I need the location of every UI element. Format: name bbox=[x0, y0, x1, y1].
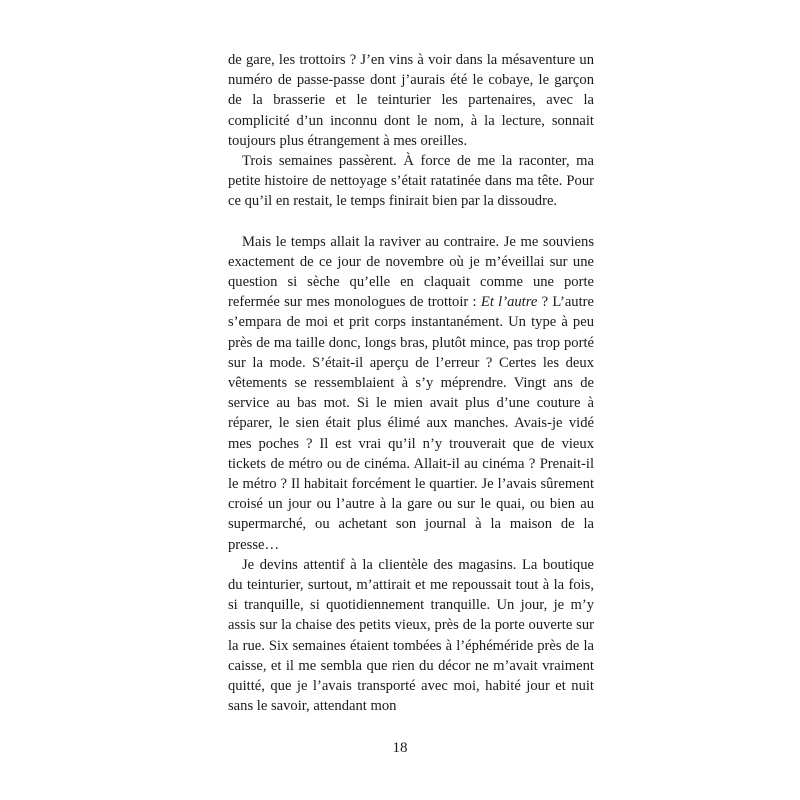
paragraph-continued: de gare, les trottoirs ? J’en vins à voir dans la mésaventure un numéro de passe-passe dont j’aurais été le cobaye, le garçon de la brasserie et le teinturier les partenaires, avec la complicité d’un inconnu dont le nom, à la lecture, sonnait toujours plus étrangement à mes oreilles. bbox=[228, 52, 594, 149]
book-page-body bbox=[228, 50, 594, 717]
paragraph-trois-semaines: Trois semaines passèrent. À force de me la raconter, ma petite histoire de nettoyage s’était ratatinée dans ma tête. Pour ce qu’il en restait, le temps finirait bien par la dissoudre. bbox=[228, 153, 594, 210]
paragraph-text-before-italic: Mais le temps allait la raviver au contraire. Je me souviens exactement de ce jour de novembre où je m’éveillai sur une question si sèche qu’elle en claquait comme une porte refermée sur mes monologues de trottoir : bbox=[228, 233, 594, 311]
page-number: 18 bbox=[392, 740, 408, 756]
paragraph-text-after-italic: ? L’autre s’empara de moi et prit corps instantanément. Un type à peu près de ma taille donc, longs bras, plutôt mince, pas trop porté sur la mode. S’était-il aperçu de l’erreur ? Certes les deux vêtements se ressemblaient à s’y méprendre. Vingt ans de service au bas mot. Si le mien avait plus d’une couture à réparer, le sien était plus élimé aux manches. Avais-je vidé mes poches ? Il est vrai qu’il n’y trouverait que de vieux tickets de métro ou de cinéma. Allait-il au cinéma ? Prenait-il le métro ? Il habitait forcément le quartier. Je l’avais sûrement croisé un jour ou l’autre à la gare ou sur le quai, ou bien au supermarché, ou achetant son journal à la maison de la presse… bbox=[228, 294, 594, 553]
italic-phrase: Et l’autre bbox=[480, 294, 538, 311]
paragraph-je-devins: Je devins attentif à la clientèle des magasins. La boutique du teinturier, surtout, m’attirait et me repoussait tout à la fois, si tranquille, si quotidiennement tranquille. Un jour, je m’y assis sur la chaise des petits vieux, près de la porte ouverte sur la rue. Six semaines étaient tombées à l’éphéméride près de la caisse, et il me sembla que rien du décor ne m’avait vraiment quitté, que je l’avais transporté avec moi, habité jour et nuit sans le savoir, attendant mon bbox=[228, 556, 594, 715]
paragraph-mais-le-temps bbox=[228, 232, 594, 555]
